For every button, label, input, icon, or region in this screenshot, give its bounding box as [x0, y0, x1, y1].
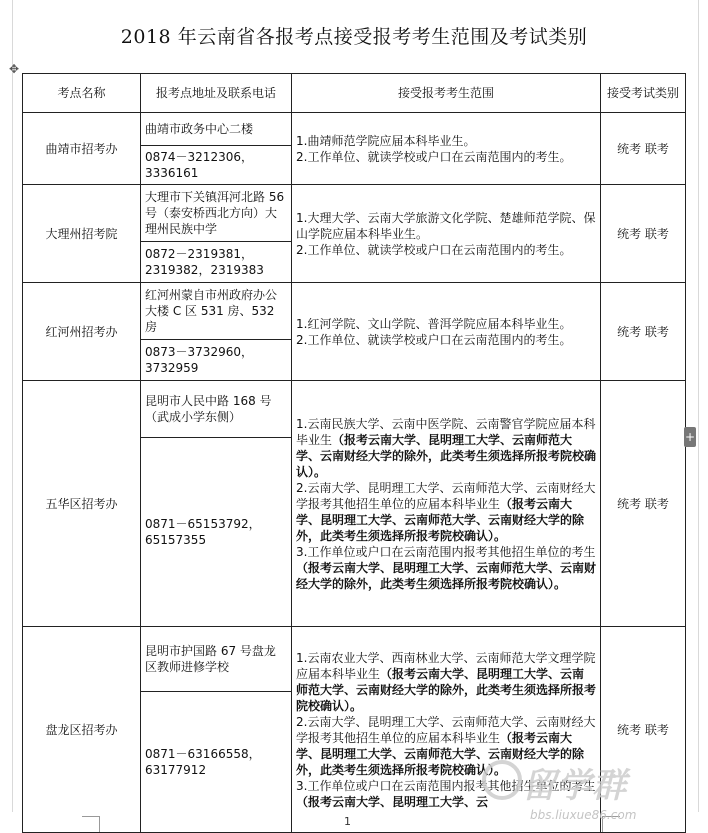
- table-row: [23, 381, 686, 438]
- scope-note: （报考云南大学、昆明理工大学、云南师范大学、云南财经大学的除外，此类考生须选择所报考院校确认）。: [296, 560, 597, 591]
- site-address: 大理市下关镇洱河北路 56 号（泰安桥西北方向）大理州民族中学: [141, 185, 292, 242]
- scope-item: [296, 332, 596, 348]
- site-address: 红河州蒙自市州政府办公大楼 C 区 531 房、532 房: [141, 283, 292, 340]
- scope-item: [296, 544, 596, 592]
- crop-mark: [602, 816, 620, 817]
- exam-type: 统考 联考: [601, 185, 686, 283]
- page-margin-right: [698, 0, 699, 812]
- scope-item: [296, 650, 596, 714]
- accepted-scope: [292, 627, 601, 833]
- site-name: 曲靖市招考办: [23, 113, 141, 185]
- add-column-handle-icon[interactable]: +: [684, 427, 696, 447]
- header-scope: 接受报考考生范围: [292, 74, 601, 113]
- scope-text: 2.工作单位、就读学校或户口在云南范围内的考生。: [296, 332, 572, 347]
- table-header-row: [23, 74, 686, 113]
- crop-mark: [82, 816, 100, 817]
- page-margin-left: [12, 0, 13, 812]
- site-name: 红河州招考办: [23, 283, 141, 381]
- header-method: 接受考试类别: [601, 74, 686, 113]
- watermark-url: bbs.liuxue86.com: [530, 808, 637, 822]
- watermark-text: 留学群: [522, 766, 627, 806]
- site-phone: 0871－63166558，63177912: [141, 692, 292, 833]
- exam-type: 统考 联考: [601, 283, 686, 381]
- document-title: 2018 年云南省各报考点接受报考考生范围及考试类别: [120, 26, 588, 48]
- header-address: 报考点地址及联系电话: [141, 74, 292, 113]
- site-name: 盘龙区招考办: [23, 627, 141, 833]
- scope-text: 2.工作单位、就读学校或户口在云南范围内的考生。: [296, 149, 572, 164]
- exam-site-table: [22, 73, 686, 833]
- scope-item: [296, 242, 596, 258]
- site-phone: 0872－2319381，2319382，2319383: [141, 242, 292, 283]
- table-row: [23, 283, 686, 340]
- table-move-handle-icon[interactable]: ✥: [8, 62, 20, 76]
- scope-text: 1.云南农业大学、西南林业大学、云南师范大学文理学院应届本科毕业生: [296, 650, 596, 681]
- table-row: [23, 627, 686, 692]
- scope-text: 1.云南民族大学、云南中医学院、云南警官学院应届本科毕业生: [296, 416, 596, 447]
- scope-text: 2.云南大学、昆明理工大学、云南师范大学、云南财经大学报考其他招生单位的应届本科毕业生: [296, 714, 596, 745]
- exam-type: 统考 联考: [601, 627, 686, 833]
- scope-item: [296, 714, 596, 778]
- page-number: 1: [344, 815, 351, 828]
- site-address: 昆明市护国路 67 号盘龙区教师进修学校: [141, 627, 292, 692]
- accepted-scope: [292, 283, 601, 381]
- scope-note: （报考云南大学、昆明理工大学、云南师范大学、云南财经大学的除外，此类考生须选择所报考院校确认）。: [296, 432, 597, 479]
- scope-text: 3.工作单位或户口在云南范围内报考其他招生单位的考生: [296, 778, 596, 793]
- scope-text: 1.曲靖师范学院应届本科毕业生。: [296, 133, 476, 148]
- site-name: 五华区招考办: [23, 381, 141, 627]
- exam-type: 统考 联考: [601, 381, 686, 627]
- scope-note: （报考云南大学、昆明理工大学、云: [296, 794, 489, 809]
- crop-mark: [99, 816, 100, 832]
- site-address: 昆明市人民中路 168 号（武成小学东侧）: [141, 381, 292, 438]
- accepted-scope: [292, 381, 601, 627]
- scope-item: [296, 778, 596, 810]
- scope-text: 3.工作单位或户口在云南范围内报考其他招生单位的考生: [296, 544, 596, 559]
- site-phone: 0873－3732960，3732959: [141, 340, 292, 381]
- header-site-name: 考点名称: [23, 74, 141, 113]
- site-phone: 0871－65153792，65157355: [141, 438, 292, 627]
- scope-note: （报考云南大学、昆明理工大学、云南师范大学、云南财经大学的除外，此类考生须选择所报考院校确认）。: [296, 496, 585, 543]
- scope-text: 1.红河学院、文山学院、普洱学院应届本科毕业生。: [296, 316, 572, 331]
- scope-text: 2.云南大学、昆明理工大学、云南师范大学、云南财经大学报考其他招生单位的应届本科毕业生: [296, 480, 596, 511]
- scope-text: 1.大理大学、云南大学旅游文化学院、楚雄师范学院、保山学院应届本科毕业生。: [296, 210, 596, 241]
- site-name: 大理州招考院: [23, 185, 141, 283]
- scope-note: （报考云南大学、昆明理工大学、云南师范大学、云南财经大学的除外，此类考生须选择所报考院校确认）。: [296, 730, 585, 777]
- site-address: 曲靖市政务中心二楼: [141, 113, 292, 146]
- accepted-scope: [292, 113, 601, 185]
- accepted-scope: [292, 185, 601, 283]
- scope-item: [296, 133, 596, 149]
- crop-mark: [602, 816, 603, 832]
- scope-item: [296, 210, 596, 242]
- table-row: [23, 113, 686, 146]
- scope-note: （报考云南大学、昆明理工大学、云南师范大学、云南财经大学的除外，此类考生须选择所报考院校确认）。: [296, 666, 597, 713]
- table-row: [23, 185, 686, 242]
- scope-item: [296, 149, 596, 165]
- scope-item: [296, 316, 596, 332]
- exam-type: 统考 联考: [601, 113, 686, 185]
- scope-item: [296, 416, 596, 480]
- scope-item: [296, 480, 596, 544]
- scope-text: 2.工作单位、就读学校或户口在云南范围内的考生。: [296, 242, 572, 257]
- site-phone: 0874－3212306，3336161: [141, 146, 292, 185]
